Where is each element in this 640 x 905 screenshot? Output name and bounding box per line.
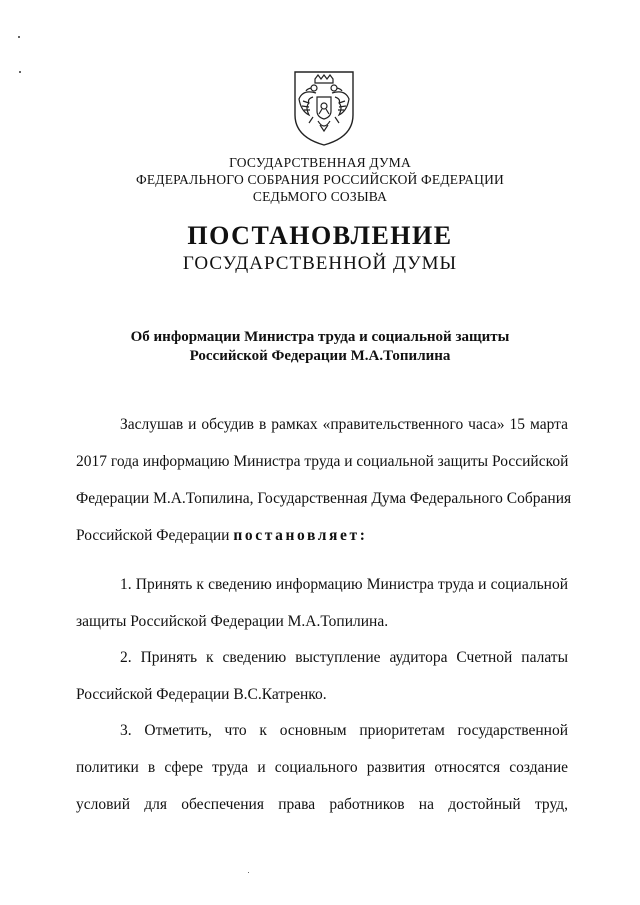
preamble-line-2: 2017 года информацию Министра труда и социальной защиты Российской xyxy=(76,453,569,470)
item-1-line-1: 1. Принять к сведению информацию Министра труда и социальной xyxy=(120,576,568,593)
decree-word: постановляет: xyxy=(233,527,368,544)
preamble-line-4-text: Российской Федерации xyxy=(76,527,234,544)
item-3-line-3: условий для обеспечения права работников на достойный труд, xyxy=(76,796,568,813)
item-1-line-2: защиты Российской Федерации М.А.Топилина. xyxy=(76,613,389,630)
scan-speck xyxy=(248,872,249,873)
preamble-line-3: Федерации М.А.Топилина, Государственная Дума Федерального Собрания xyxy=(76,490,572,507)
header-federal-assembly: ФЕДЕРАЛЬНОГО СОБРАНИЯ РОССИЙСКОЙ ФЕДЕРАЦИИ xyxy=(136,172,504,187)
subject-line-1: Об информации Министра труда и социальной защиты xyxy=(130,329,510,345)
header-organization: ГОСУДАРСТВЕННАЯ ДУМА xyxy=(229,155,411,170)
preamble-line-1: Заслушав и обсудив в рамках «правительственного часа» 15 марта xyxy=(120,416,568,433)
scan-speck xyxy=(18,36,20,38)
subject-line-2: Российской Федерации М.А.Топилина xyxy=(189,348,451,364)
coat-of-arms-emblem xyxy=(291,69,357,147)
item-2-line-1: 2. Принять к сведению выступление аудитора Счетной палаты xyxy=(120,649,568,666)
item-3-line-1: 3. Отметить, что к основным приоритетам государственной xyxy=(120,722,568,739)
document-subtitle: ГОСУДАРСТВЕННОЙ ДУМЫ xyxy=(182,253,458,274)
preamble-line-4 xyxy=(76,526,367,546)
item-3-line-2: политики в сфере труда и социального развития относятся создание xyxy=(76,759,568,776)
header-convocation: СЕДЬМОГО СОЗЫВА xyxy=(252,189,388,204)
item-2-line-2: Российской Федерации В.С.Катренко. xyxy=(76,686,327,703)
document-title: ПОСТАНОВЛЕНИЕ xyxy=(187,221,453,250)
scan-speck xyxy=(19,71,21,73)
